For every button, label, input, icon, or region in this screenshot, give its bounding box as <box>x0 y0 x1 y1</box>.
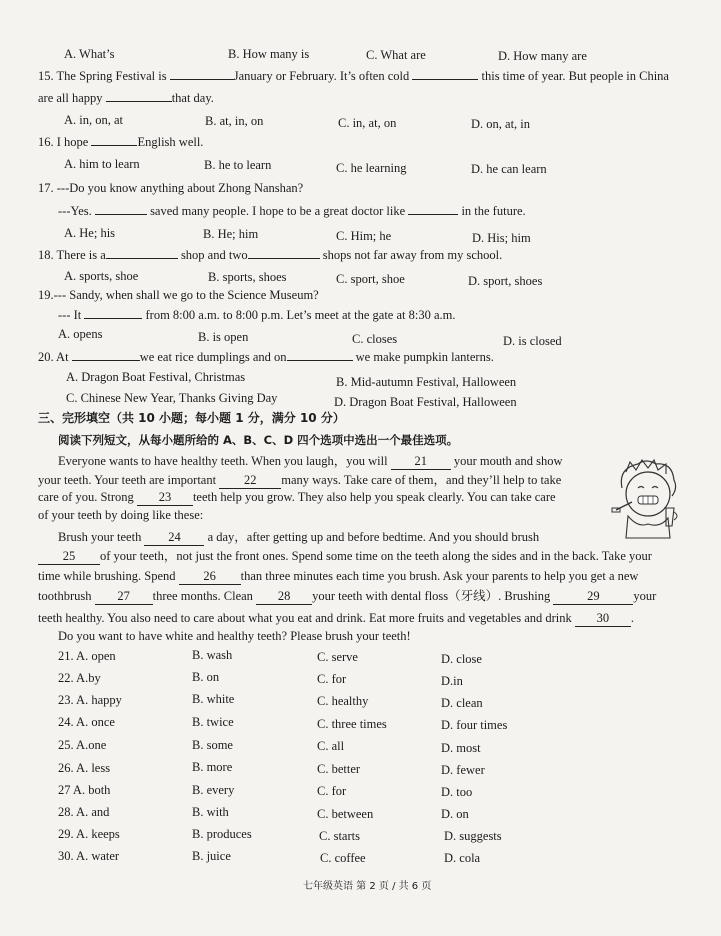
q19-option-d: D. is closed <box>503 334 562 348</box>
q23-option-c: C. healthy <box>317 694 369 708</box>
answer-blank <box>106 258 178 259</box>
q19-stem-line1: 19.--- Sandy, when shall we go to the Science Museum? <box>38 288 319 302</box>
answer-blank <box>106 101 172 102</box>
blank-30: 30 <box>575 610 631 627</box>
passage-line: time while brushing. Spend 26 than three minutes each time you brush. Ask your parents to help you get a new <box>38 569 639 583</box>
q25-option-b: B. some <box>192 738 233 752</box>
q30-option-b: B. juice <box>192 849 231 863</box>
q30-option-a: 30. A. water <box>58 849 120 863</box>
q15-option-a: A. in, on, at <box>64 113 124 127</box>
passage-line: care of you. Strong 23 teeth help you grow. They also help you speak clearly. You can take care <box>38 490 556 504</box>
passage-line: Everyone wants to have healthy teeth. When you laugh，you will 21 your mouth and show <box>58 454 563 468</box>
q14-option-b: B. How many is <box>228 47 310 61</box>
q25-option-d: D. most <box>441 741 481 755</box>
q15-option-d: D. on, at, in <box>471 117 531 131</box>
q18-stem: 18. There is a shop and two shops not far away from my school. <box>38 248 503 262</box>
q21-option-d: D. close <box>441 652 482 666</box>
q19-stem-line2: --- It from 8:00 a.m. to 8:00 p.m. Let’s meet at the gate at 8:30 a.m. <box>58 308 456 322</box>
answer-blank <box>248 258 320 259</box>
q28-option-a: 28. A. and <box>58 805 110 819</box>
answer-blank <box>84 318 142 319</box>
answer-blank <box>287 360 353 361</box>
q28-option-c: C. between <box>317 807 374 821</box>
blank-27: 27 <box>95 588 153 605</box>
q29-option-c: C. starts <box>319 829 360 843</box>
q18-option-d: D. sport, shoes <box>468 274 543 288</box>
q21-option-c: C. serve <box>317 650 358 664</box>
passage-line: your teeth. Your teeth are important 22 many ways. Take care of them，and they’ll help to take <box>38 473 562 487</box>
q17-option-d: D. His; him <box>472 231 531 245</box>
q26-option-b: B. more <box>192 760 233 774</box>
passage-line: teeth healthy. You also need to care about what you eat and drink. Eat more fruits and vegetables and drink 30 . <box>38 611 635 625</box>
q16-option-d: D. he can learn <box>471 162 547 176</box>
q25-option-a: 25. A.one <box>58 738 107 752</box>
q20-option-d: D. Dragon Boat Festival, Halloween <box>334 395 517 409</box>
answer-blank <box>72 360 140 361</box>
blank-29: 29 <box>553 588 633 605</box>
q21-option-a: 21. A. open <box>58 649 116 663</box>
passage-line: Brush your teeth 24 a day，after getting up and before bedtime. And you should brush <box>58 530 540 544</box>
q25-option-c: C. all <box>317 739 345 753</box>
q15-stem-line1: 15. The Spring Festival is January or February. It’s often cold this time of year. But people in China <box>38 69 669 83</box>
q23-option-a: 23. A. happy <box>58 693 122 707</box>
q20-option-b: B. Mid-autumn Festival, Halloween <box>336 375 517 389</box>
blank-25: 25 <box>38 548 100 565</box>
q22-option-a: 22. A.by <box>58 671 101 685</box>
q28-option-d: D. on <box>441 807 469 821</box>
q26-option-d: D. fewer <box>441 763 485 777</box>
q27-option-c: C. for <box>317 784 347 798</box>
q14-option-d: D. How many are <box>498 49 587 63</box>
answer-blank <box>95 214 147 215</box>
passage-line: 25 of your teeth，not just the front ones. Spend some time on the teeth along the sides and in the back. Take your <box>38 548 652 565</box>
q18-option-b: B. sports, shoes <box>208 270 287 284</box>
q27-option-a: 27 A. both <box>58 783 111 797</box>
q20-option-c: C. Chinese New Year, Thanks Giving Day <box>66 391 278 405</box>
q27-option-d: D. too <box>441 785 473 799</box>
q18-option-a: A. sports, shoe <box>64 269 139 283</box>
passage-line: of your teeth by doing like these: <box>38 508 204 522</box>
q20-stem: 20. At we eat rice dumplings and on we make pumpkin lanterns. <box>38 350 494 364</box>
answer-blank <box>170 79 234 80</box>
q14-option-c: C. What are <box>366 48 426 62</box>
q16-option-c: C. he learning <box>336 161 407 175</box>
q24-option-d: D. four times <box>441 718 508 732</box>
section-title: 三、完形填空（共 10 小题；每小题 1 分，满分 10 分） <box>38 411 345 425</box>
q15-stem-line2: are all happy that day. <box>38 91 214 105</box>
blank-28: 28 <box>256 588 312 605</box>
blank-26: 26 <box>179 568 241 585</box>
answer-blank <box>91 145 137 146</box>
blank-24: 24 <box>144 529 204 546</box>
q30-option-c: C. coffee <box>320 851 366 865</box>
q26-option-c: C. better <box>317 762 361 776</box>
boy-brushing-teeth-illustration <box>608 458 686 540</box>
q16-option-a: A. him to learn <box>64 157 140 171</box>
q18-option-c: C. sport, shoe <box>336 272 405 286</box>
q20-option-a: A. Dragon Boat Festival, Christmas <box>66 370 246 384</box>
q30-option-d: D. cola <box>444 851 481 865</box>
q16-stem: 16. I hope English well. <box>38 135 204 149</box>
q29-option-a: 29. A. keeps <box>58 827 120 841</box>
q17-stem-line1: 17. ---Do you know anything about Zhong Nanshan? <box>38 181 304 195</box>
q17-stem-line2: ---Yes. saved many people. I hope to be a great doctor like in the future. <box>58 204 526 218</box>
q17-option-b: B. He; him <box>203 227 259 241</box>
q28-option-b: B. with <box>192 805 229 819</box>
q21-option-b: B. wash <box>192 648 233 662</box>
q15-option-c: C. in, at, on <box>338 116 397 130</box>
q24-option-b: B. twice <box>192 715 234 729</box>
passage-line: toothbrush 27 three months. Clean 28 your teeth with dental floss（牙线）. Brushing 29 your <box>38 589 657 603</box>
q19-option-c: C. closes <box>352 332 398 346</box>
q24-option-a: 24. A. once <box>58 715 115 729</box>
answer-blank <box>408 214 458 215</box>
q19-option-b: B. is open <box>198 330 249 344</box>
q17-option-c: C. Him; he <box>336 229 392 243</box>
q29-option-d: D. suggests <box>444 829 502 843</box>
q22-option-d: D.in <box>441 674 463 688</box>
q23-option-b: B. white <box>192 692 235 706</box>
q27-option-b: B. every <box>192 783 235 797</box>
section-instruction: 阅读下列短文，从每小题所给的 A、B、C、D 四个选项中选出一个最佳选项。 <box>58 433 459 447</box>
passage-line: Do you want to have white and healthy teeth? Please brush your teeth! <box>58 629 411 643</box>
q26-option-a: 26. A. less <box>58 761 111 775</box>
blank-22: 22 <box>219 472 281 489</box>
q22-option-c: C. for <box>317 672 347 686</box>
answer-blank <box>412 79 478 80</box>
q14-option-a: A. What’s <box>64 47 115 61</box>
q16-option-b: B. he to learn <box>204 158 272 172</box>
q17-option-a: A. He; his <box>64 226 116 240</box>
page-footer: 七年级英语 第 2 页 / 共 6 页 <box>303 881 432 892</box>
q15-option-b: B. at, in, on <box>205 114 264 128</box>
q23-option-d: D. clean <box>441 696 483 710</box>
q29-option-b: B. produces <box>192 827 252 841</box>
q19-option-a: A. opens <box>58 327 103 341</box>
blank-21: 21 <box>391 453 451 470</box>
q22-option-b: B. on <box>192 670 220 684</box>
blank-23: 23 <box>137 489 193 506</box>
q24-option-c: C. three times <box>317 717 387 731</box>
